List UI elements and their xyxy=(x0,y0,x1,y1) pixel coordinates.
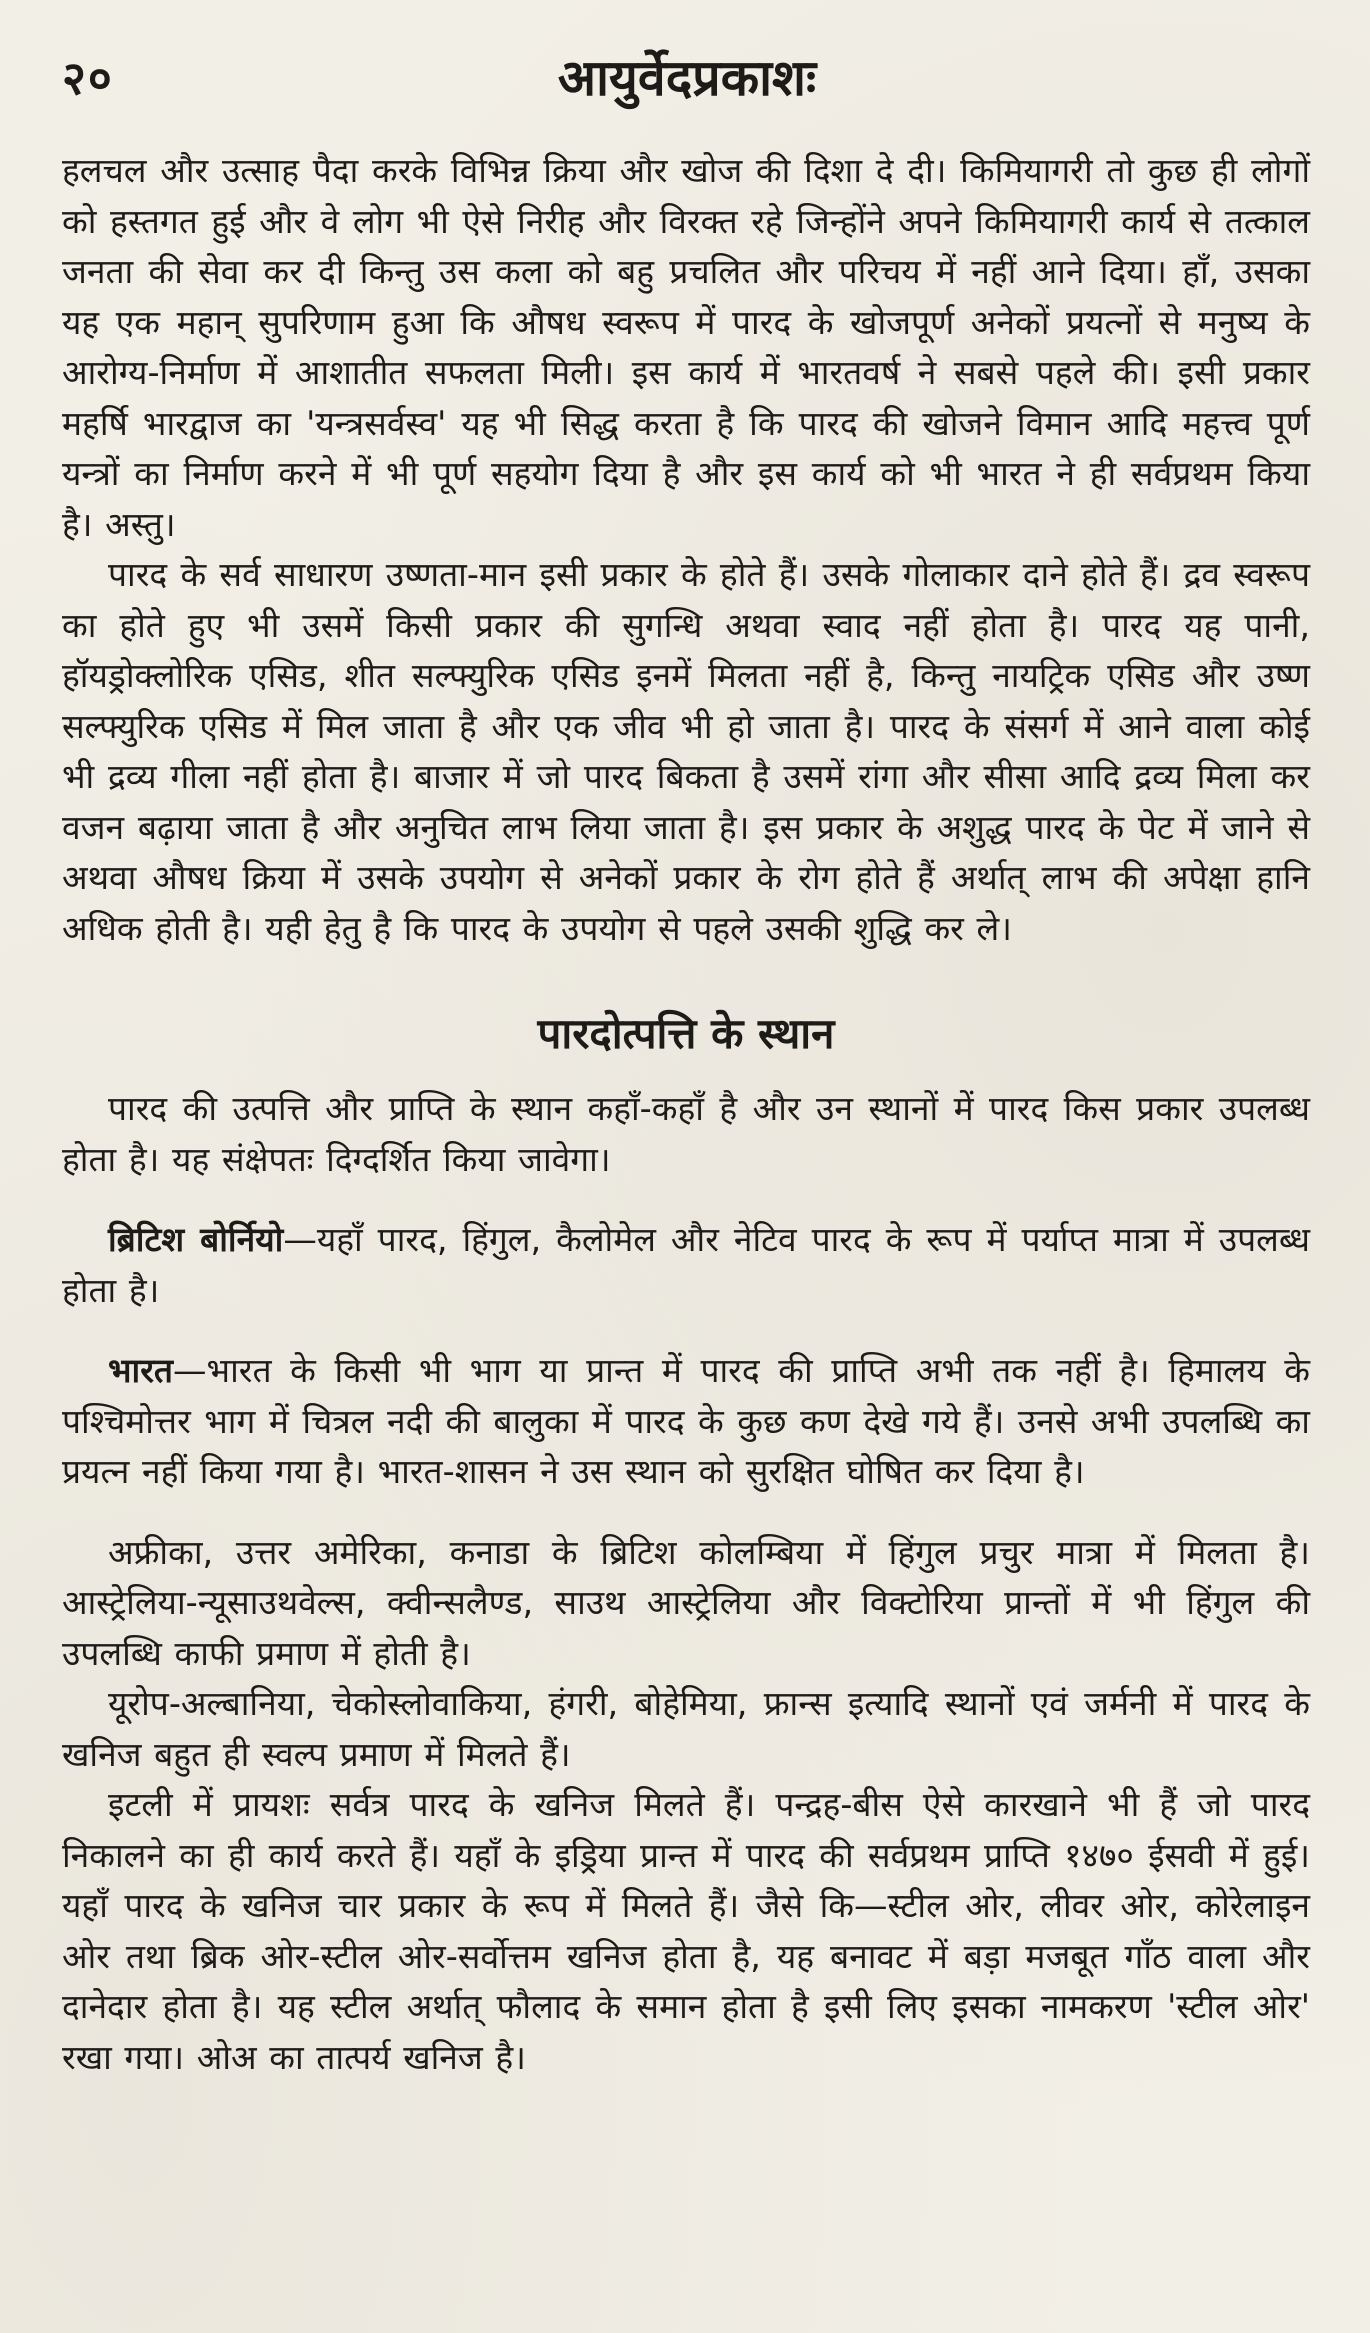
paragraph-british-borneo xyxy=(62,1215,1310,1316)
bharat-description: —भारत के किसी भी भाग या प्रान्त में पारद की प्राप्ति अभी तक नहीं है। हिमालय के पश्चिमोत्तर भाग में चित्रल नदी की बालुका में पारद के कुछ कण देखे गये हैं। उनसे अभी उपलब्धि का प्रयत्न नहीं किया गया है। भारत-शासन ने उस स्थान को सुरक्षित घोषित कर दिया है। xyxy=(62,1351,1310,1491)
paragraph-italy: इटली में प्रायशः सर्वत्र पारद के खनिज मिलते हैं। पन्द्रह-बीस ऐसे कारखाने भी हैं जो पारद निकालने का ही कार्य करते हैं। यहाँ के इड्रिया प्रान्त में पारद की सर्वप्रथम प्राप्ति १४७० ईसवी में हुई। यहाँ पारद के खनिज चार प्रकार के रूप में मिलते हैं। जैसे कि—स्टील ओर, लीवर ओर, कोरेलाइन ओर तथा ब्रिक ओर-स्टील ओर-सर्वोत्तम खनिज होता है, यह बनावट में बड़ा मजबूत गाँठ वाला और दानेदार होता है। यह स्टील अर्थात् फौलाद के समान होता है इसी लिए इसका नामकरण 'स्टील ओर' रखा गया। ओअ का तात्पर्य खनिज है। xyxy=(62,1785,1310,2077)
paragraph-africa-america: अफ्रीका, उत्तर अमेरिका, कनाडा के ब्रिटिश कोलम्बिया में हिंगुल प्रचुर मात्रा में मिलता है। आस्ट्रेलिया-न्यूसाउथवेल्स, क्वीन्सलैण्ड, साउथ आस्ट्रेलिया और विक्टोरिया प्रान्तों में भी हिंगुल की उपलब्धि काफी प्रमाण में होती है। xyxy=(62,1532,1310,1673)
paragraph-mercury-properties: पारद के सर्व साधारण उष्णता-मान इसी प्रकार के होते हैं। उसके गोलाकार दाने होते हैं। द्रव स्वरूप का होते हुए भी उसमें किसी प्रकार की सुगन्धि अथवा स्वाद नहीं होता है। पारद यह पानी, हॉयड्रोक्लोरिक एसिड, शीत सल्फ्युरिक एसिड इनमें मिलता नहीं है, किन्तु नायट्रिक एसिड और उष्ण सल्फ्युरिक एसिड में मिल जाता है और एक जीव भी हो जाता है। पारद के संसर्ग में आने वाला कोई भी द्रव्य गीला नहीं होता है। बाजार में जो पारद बिकता है उसमें रांगा और सीसा आदि द्रव्य मिला कर वजन बढ़ाया जाता है और अनुचित लाभ लिया जाता है। इस प्रकार के अशुद्ध पारद के पेट में जाने से अथवा औषध क्रिया में उसके उपयोग से अनेकों प्रकार के रोग होते हैं अर्थात् लाभ की अपेक्षा हानि अधिक होती है। यही हेतु है कि पारद के उपयोग से पहले उसकी शुद्धि कर ले। xyxy=(62,555,1310,948)
page-header xyxy=(62,42,1312,122)
page-number: २० xyxy=(62,51,114,105)
borneo-description: —यहाँ पारद, हिंगुल, कैलोमेल और नेटिव पारद के रूप में पर्याप्त मात्रा में उपलब्ध होता है। xyxy=(62,1220,1310,1310)
running-title: आयुर्वेदप्रकाशः xyxy=(557,49,817,107)
paragraph-continuation: हलचल और उत्साह पैदा करके विभिन्न क्रिया और खोज की दिशा दे दी। किमियागरी तो कुछ ही लोगों को हस्तगत हुई और वे लोग भी ऐसे निरीह और विरक्त रहे जिन्होंने अपने किमियागरी कार्य से तत्काल जनता की सेवा कर दी किन्तु उस कला को बहु प्रचलित और परिचय में नहीं आने दिया। हाँ, उसका यह एक महान् सुपरिणाम हुआ कि औषध स्वरूप में पारद के खोजपूर्ण अनेकों प्रयत्नों से मनुष्य के आरोग्य-निर्माण में आशातीत सफलता मिली। इस कार्य में भारतवर्ष ने सबसे पहले की। इसी प्रकार महर्षि भारद्वाज का 'यन्त्रसर्वस्व' यह भी सिद्ध करता है कि पारद की खोजने विमान आदि महत्त्व पूर्ण यन्त्रों का निर्माण करने में भी पूर्ण सहयोग दिया है और इस कार्य को भी भारत ने ही सर्वप्रथम किया है। अस्तु। xyxy=(62,151,1310,544)
paragraph-bharat xyxy=(62,1346,1310,1498)
term-british-borneo: ब्रिटिश बोर्नियो xyxy=(108,1220,284,1259)
body-text xyxy=(62,146,1310,2083)
term-bharat: भारत xyxy=(108,1351,174,1390)
section-heading: पारदोत्पत्ति के स्थान xyxy=(537,1009,835,1058)
paragraph-section-intro: पारद की उत्पत्ति और प्राप्ति के स्थान कहाँ-कहाँ है और उन स्थानों में पारद किस प्रकार उपलब्ध होता है। यह संक्षेपतः दिग्दर्शित किया जावेगा। xyxy=(62,1089,1310,1179)
paragraph-europe: यूरोप-अल्बानिया, चेकोस्लोवाकिया, हंगरी, बोहेमिया, फ्रान्स इत्यादि स्थानों एवं जर्मनी में पारद के खनिज बहुत ही स्वल्प प्रमाण में मिलते हैं। xyxy=(62,1684,1310,1774)
